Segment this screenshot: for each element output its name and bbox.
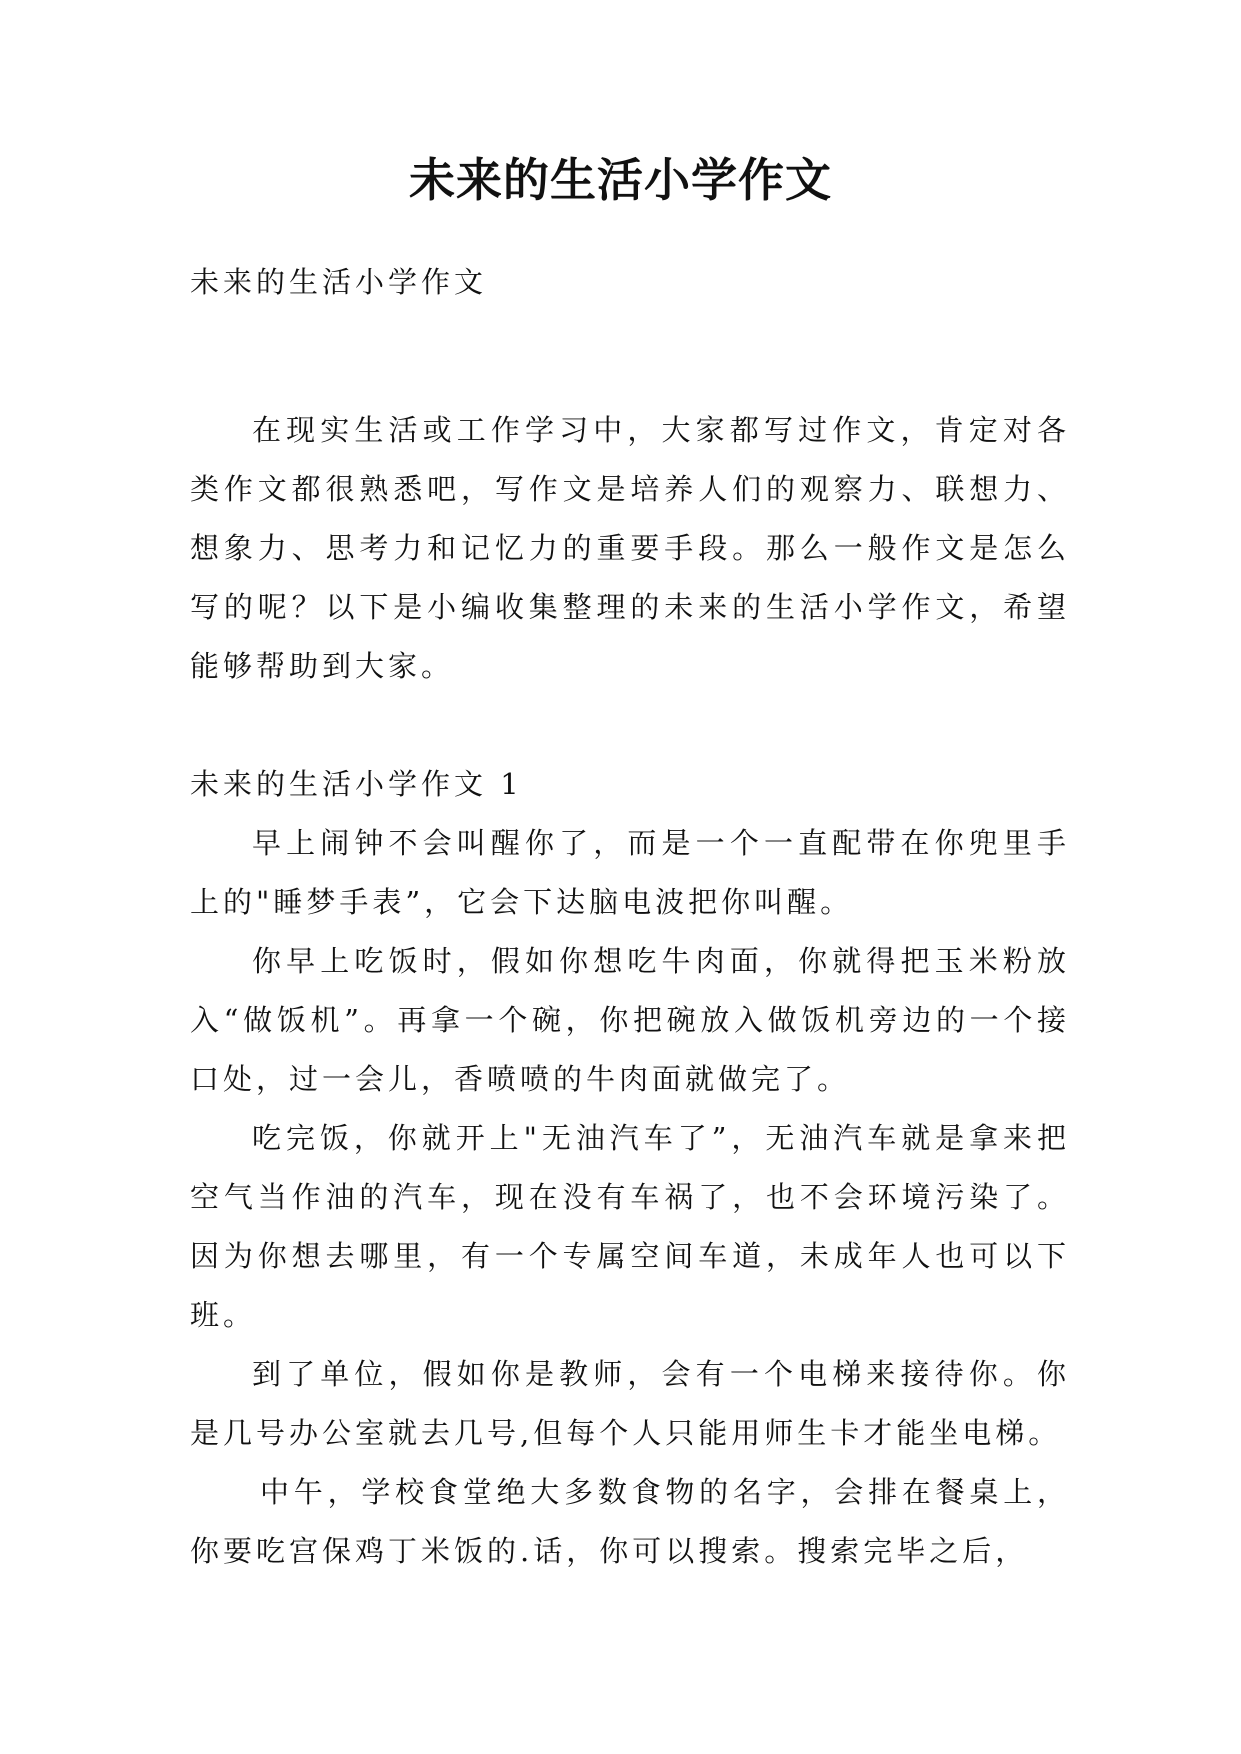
body-paragraph: 中午，学校食堂绝大多数食物的名字，会排在餐桌上，你要吃宫保鸡丁米饭的.话，你可以搜索。搜索完毕之后， bbox=[190, 1475, 1070, 1568]
body-paragraph: 你早上吃饭时，假如你想吃牛肉面，你就得把玉米粉放入“做饭机”。再拿一个碗，你把碗放入做饭机旁边的一个接口处，过一会儿，香喷喷的牛肉面就做完了。 bbox=[190, 944, 1070, 1096]
section-heading: 未来的生活小学作文 1 bbox=[190, 767, 523, 801]
intro-paragraph: 在现实生活或工作学习中，大家都写过作文，肯定对各类作文都很熟悉吧，写作文是培养人们的观察力、联想力、想象力、思考力和记忆力的重要手段。那么一般作文是怎么写的呢？以下是小编收集整理的未来的生活小学作文，希望能够帮助到大家。 bbox=[190, 413, 1070, 683]
body-paragraph: 到了单位，假如你是教师，会有一个电梯来接待你。你是几号办公室就去几号,但每个人只能用师生卡才能坐电梯。 bbox=[190, 1357, 1070, 1450]
body-paragraph: 吃完饭，你就开上"无油汽车了”，无油汽车就是拿来把空气当作油的汽车，现在没有车祸了，也不会环境污染了。因为你想去哪里，有一个专属空间车道，未成年人也可以下班。 bbox=[190, 1121, 1070, 1332]
document-subtitle: 未来的生活小学作文 bbox=[190, 265, 488, 299]
body-paragraph: 早上闹钟不会叫醒你了，而是一个一直配带在你兜里手上的"睡梦手表”，它会下达脑电波把你叫醒。 bbox=[190, 826, 1070, 919]
document-title: 未来的生活小学作文 bbox=[409, 153, 832, 207]
